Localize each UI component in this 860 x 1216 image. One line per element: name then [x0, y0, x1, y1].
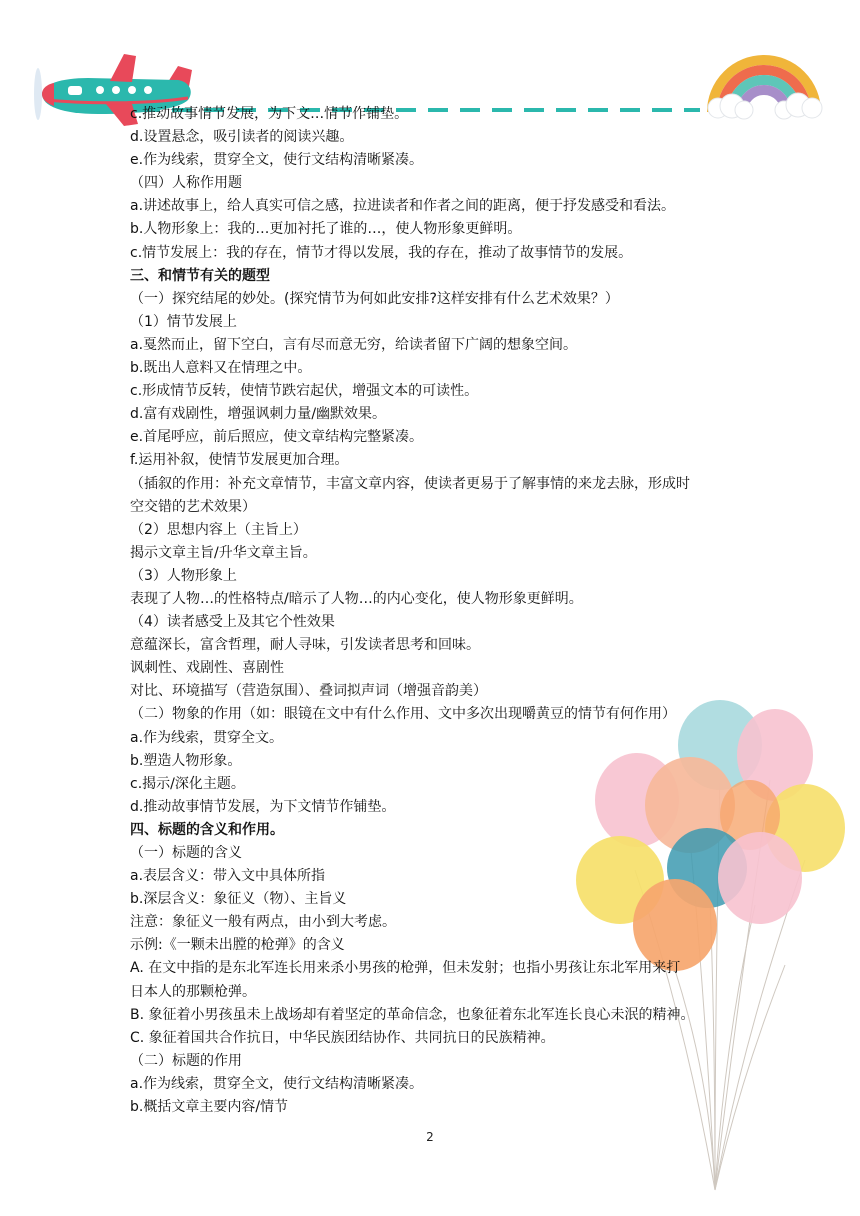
text-line: b.既出人意料又在情理之中。: [130, 360, 312, 377]
text-line: （一）标题的含义: [130, 845, 242, 861]
text-line: f.运用补叙，使情节发展更加合理。: [130, 452, 349, 469]
text-line: 意蕴深长，富含哲理，耐人寻味，引发读者思考和回味。: [130, 637, 480, 654]
text-line: b.概括文章主要内容/情节: [130, 1099, 289, 1116]
text-line: 日本人的那颗枪弹。: [130, 983, 256, 1000]
text-line: （1）情节发展上: [130, 313, 237, 330]
text-line: b.深层含义：象征义（物）、主旨义: [130, 891, 347, 908]
text-line: （2）思想内容上（主旨上）: [130, 521, 307, 538]
text-line: （四）人称作用题: [130, 175, 242, 192]
text-line: a.戛然而止，留下空白，言有尽而意无穷，给读者留下广阔的想象空间。: [130, 336, 578, 353]
text-line: （一）探究结尾的妙处。(探究情节为何如此安排?这样安排有什么艺术效果？）: [130, 290, 619, 307]
text-line: 对比、环境描写（营造氛围）、叠词拟声词（增强音韵美）: [130, 683, 487, 700]
text-line: 表现了人物…的性格特点/暗示了人物…的内心变化，使人物形象更鲜明。: [130, 590, 583, 607]
text-line: e.作为线索，贯穿全文，使行文结构清晰紧凑。: [130, 152, 424, 169]
text-line: （二）标题的作用: [130, 1052, 242, 1069]
text-line: （4）读者感受上及其它个性效果: [130, 614, 335, 631]
text-line: a.表层含义：带入文中具体所指: [130, 868, 326, 885]
text-line: C. 象征着国共合作抗日，中华民族团结协作、共同抗日的民族精神。: [130, 1029, 555, 1046]
document-body: [130, 103, 790, 1119]
text-line: c.推动故事情节发展，为下文…情节作铺垫。: [130, 106, 409, 122]
page-number: 2: [426, 1130, 434, 1144]
text-line: c.情节发展上：我的存在，情节才得以发展，我的存在，推动了故事情节的发展。: [130, 244, 633, 261]
text-line: d.推动故事情节发展，为下文情节作铺垫。: [130, 798, 396, 815]
text-line: B. 象征着小男孩虽未上战场却有着坚定的革命信念，也象征着东北军连长良心未泯的精神。: [130, 1006, 695, 1023]
text-line: e.首尾呼应，前后照应，使文章结构完整紧凑。: [130, 429, 424, 446]
text-line: a.作为线索，贯穿全文，使行文结构清晰紧凑。: [130, 1075, 424, 1092]
text-line: a.讲述故事上，给人真实可信之感，拉进读者和作者之间的距离，便于抒发感受和看法。: [130, 198, 676, 215]
text-line: b.塑造人物形象。: [130, 752, 242, 769]
text-line: 注意：象征义一般有两点，由小到大考虑。: [130, 914, 396, 931]
text-line: 空交错的艺术效果）: [130, 498, 256, 515]
text-line: 示例:《一颗未出膛的枪弹》的含义: [130, 937, 345, 954]
text-line: c.揭示/深化主题。: [130, 775, 245, 792]
text-line: a.作为线索，贯穿全文。: [130, 729, 284, 746]
text-line: 讽刺性、戏剧性、喜剧性: [130, 660, 284, 677]
text-line: d.设置悬念，吸引读者的阅读兴趣。: [130, 129, 354, 146]
text-line: 揭示文章主旨/升华文章主旨。: [130, 544, 317, 561]
text-line: （二）物象的作用（如：眼镜在文中有什么作用、文中多次出现嚼黄豆的情节有何作用）: [130, 706, 676, 723]
text-line: c.形成情节反转，使情节跌宕起伏，增强文本的可读性。: [130, 383, 479, 400]
text-line: （3）人物形象上: [130, 567, 237, 584]
section-heading: 四、标题的含义和作用。: [130, 821, 284, 838]
text-line: d.富有戏剧性，增强讽刺力量/幽默效果。: [130, 406, 387, 423]
text-line: b.人物形象上：我的…更加衬托了谁的…，使人物形象更鲜明。: [130, 221, 522, 238]
section-heading: 三、和情节有关的题型: [130, 267, 270, 284]
text-line: A. 在文中指的是东北军连长用来杀小男孩的枪弹，但未发射；也指小男孩让东北军用来打: [130, 960, 681, 977]
text-line: （插叙的作用：补充文章情节，丰富文章内容，使读者更易于了解事情的来龙去脉，形成时: [130, 475, 690, 492]
